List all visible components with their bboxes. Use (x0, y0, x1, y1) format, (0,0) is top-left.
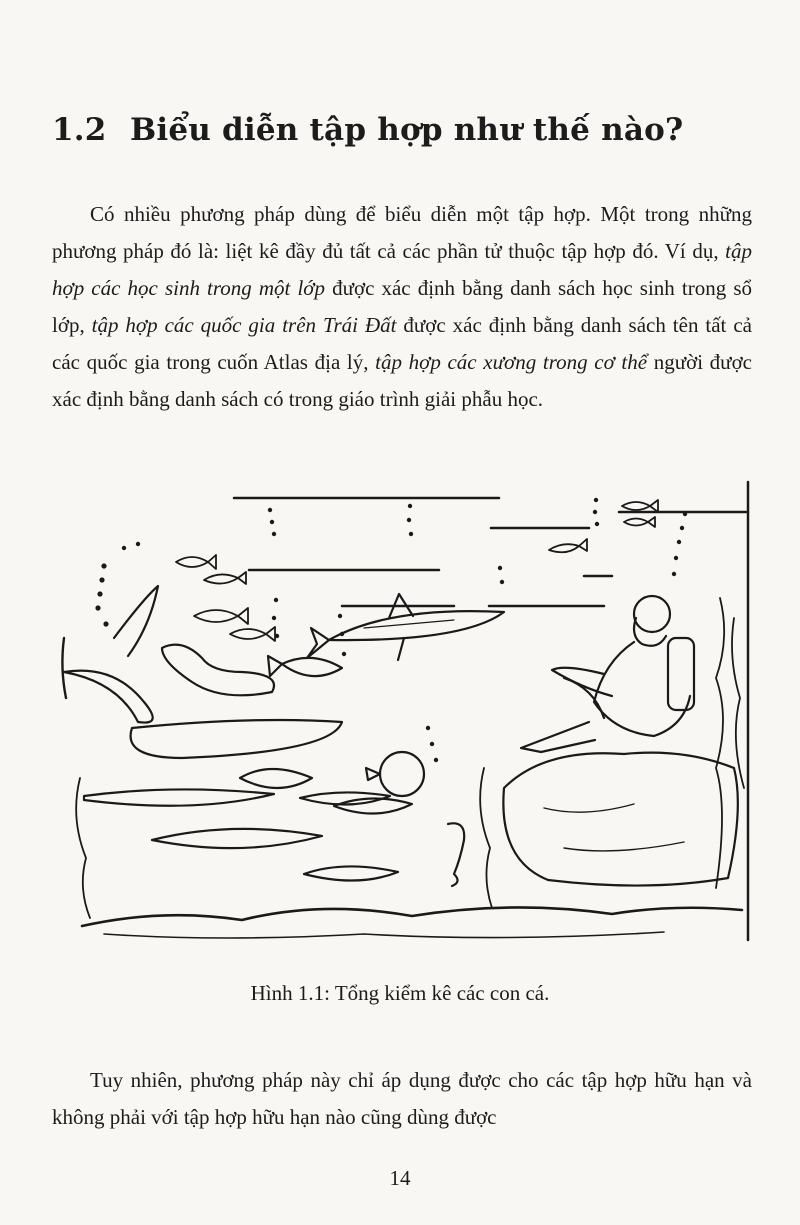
rock (503, 753, 737, 886)
paragraph-text: Có nhiều phương pháp dùng để biểu diễn một tập hợp. Một trong những phương pháp đó là: liệt kê đầy đủ tất cả các phần tử thuộc tập hợp đó. Ví dụ, (52, 202, 752, 263)
large-fish (307, 594, 504, 660)
paragraph-continuation (52, 1062, 752, 1136)
page-number: 14 (389, 1166, 411, 1190)
paragraph-text: Tuy nhiên, phương pháp này chỉ áp dụng được cho các tập hợp hữu hạn và không phải với tập hợp hữu hạn nào cũng dùng được (52, 1068, 752, 1129)
underwater-illustration (44, 478, 756, 944)
water-lines (234, 498, 746, 606)
section-title: Biểu diễn tập hợp như thế nào? (130, 112, 684, 148)
section-heading (52, 112, 683, 148)
paragraph-text: được xác định bằng danh sách học sinh trong sổ lớp, (52, 276, 752, 337)
section-number: 1.2 (52, 112, 107, 148)
diver (521, 596, 694, 752)
paragraph-text: người được xác định bằng danh sách có trong giáo trình giải phẫu học. (52, 350, 752, 411)
seahorse (448, 823, 464, 886)
seabed (82, 907, 742, 938)
paragraph-intro (52, 196, 752, 418)
emphasis-students: tập hợp các học sinh trong một lớp (52, 239, 752, 300)
emphasis-bones: tập hợp các xương trong cơ thể (375, 350, 648, 374)
figure-caption: Hình 1.1: Tổng kiểm kê các con cá. (250, 981, 550, 1005)
pufferfish (366, 752, 424, 796)
emphasis-countries: tập hợp các quốc gia trên Trái Đất (91, 313, 397, 337)
paragraph-text: được xác định bằng danh sách tên tất cả các quốc gia trong cuốn Atlas địa lý, (52, 313, 752, 374)
